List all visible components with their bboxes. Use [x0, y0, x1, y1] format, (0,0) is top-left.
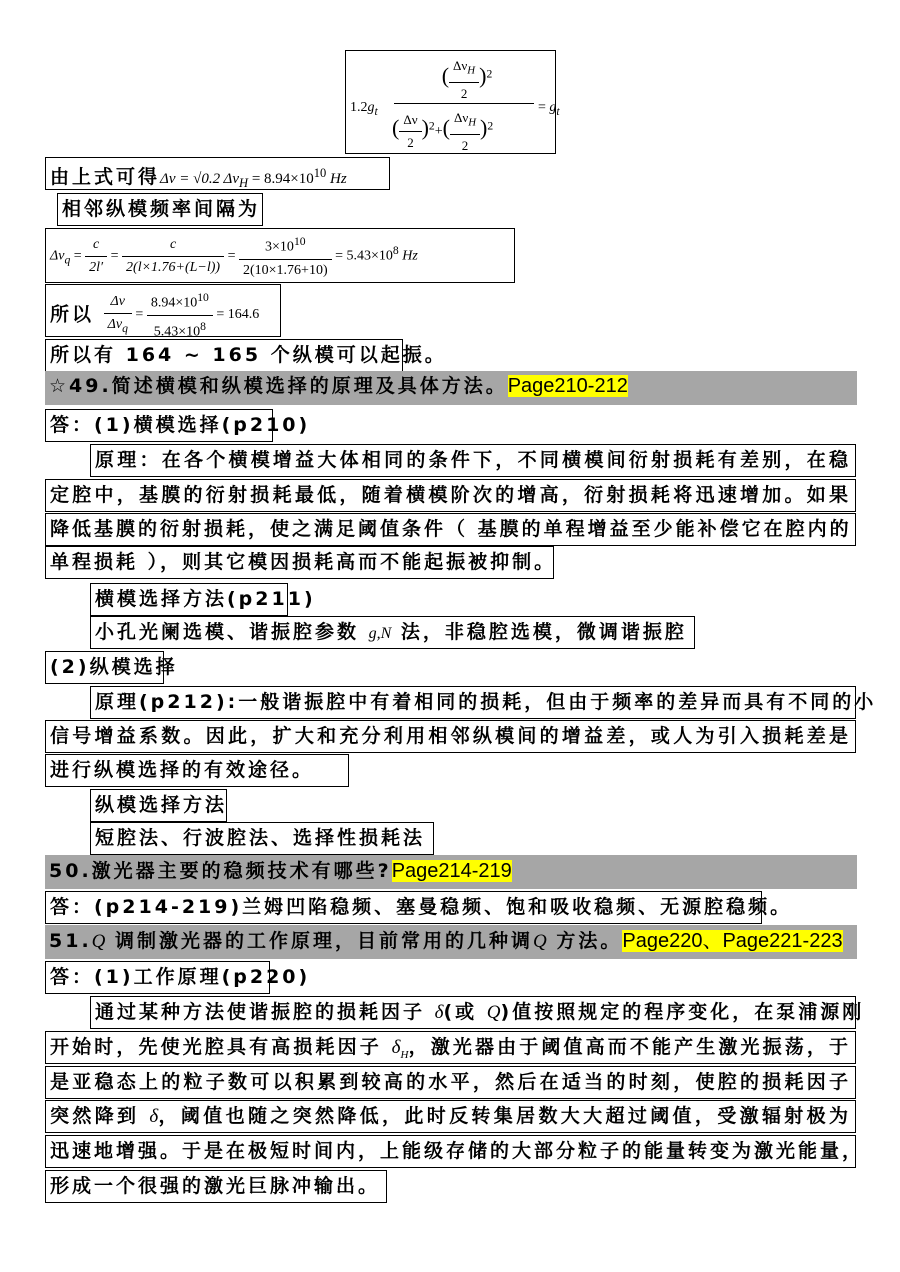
- two-text: 2: [460, 85, 468, 101]
- q51-title: 调制激光器的工作原理，目前常用的几种调: [105, 930, 534, 952]
- equals-sign: =: [538, 100, 546, 115]
- unit-hz: Hz: [398, 248, 418, 264]
- delta-symbol: δ: [391, 1037, 401, 1058]
- delta-nu-text: Δν: [399, 109, 421, 132]
- result-value: = 8.94×10: [248, 171, 314, 187]
- result-exp: 10: [313, 166, 327, 180]
- q49-page-ref: Page210-212: [507, 375, 628, 397]
- principle-2-text: 信号增益系数。因此，扩大和充分利用相邻纵模间的增益差，或人为引入损耗差是: [50, 725, 851, 747]
- c-symbol: c: [122, 234, 224, 257]
- square-exp: 2: [428, 119, 435, 133]
- principle-2-line-1: [90, 686, 877, 719]
- principle-51-text: ，阈值也随之突然降低，此时反转集居数大大超过阈值，受激辐射极为: [158, 1105, 851, 1127]
- principle-51-text: )值按照规定的程序变化，在泵浦源刚: [500, 1001, 865, 1023]
- q51-number: 51.: [49, 930, 92, 952]
- formula-numerator: ( $\frac{\Delta\nu_H}{2}$ )$^2$: [402, 55, 532, 105]
- h-subscript: H: [468, 116, 477, 129]
- principle-51-text: 是亚稳态上的粒子数可以积累到较高的水平，然后在适当的时刻，使腔的损耗因子: [50, 1071, 851, 1093]
- result-line: [45, 157, 390, 190]
- q-symbol: Q: [91, 931, 106, 952]
- principle-1-text: 定腔中，基膜的衍射损耗最低，随着横模阶次的增高，衍射损耗将迅速增加。如果: [50, 484, 851, 506]
- principle-1-text: 降低基膜的衍射损耗，使之满足阈值条件（ 基膜的单程增益至少能补偿它在腔内的: [50, 518, 852, 540]
- square-exp: 2: [486, 67, 493, 81]
- h-subscript: H: [400, 1048, 409, 1061]
- result-prefix: 由上式可得: [50, 166, 161, 188]
- principle-1-line-4: [45, 546, 557, 579]
- plus-sign: +: [434, 124, 443, 140]
- spacing-result: = 5.43×10: [335, 248, 393, 264]
- method-1-text: [90, 616, 695, 649]
- answer-1: [45, 409, 311, 442]
- delta-nu-text: Δν: [104, 291, 132, 314]
- answer-1-text: 答：(1)横模选择(p210): [50, 414, 311, 436]
- principle-51-text: 开始时，先使光腔具有高损耗因子: [50, 1036, 392, 1058]
- principle-1-text: 原理：在各个横模增益大体相同的条件下，不同横模间衍射损耗有差别，在稳: [95, 449, 851, 471]
- t-subscript: t: [556, 104, 560, 118]
- g-symbol: g: [549, 100, 557, 115]
- principle-51-text: (或: [443, 1001, 487, 1023]
- q49-title: ☆49.简述横模和纵模选择的原理及具体方法。: [49, 375, 508, 397]
- conclusion-line: [45, 339, 447, 372]
- conclusion-text: 所以有 164 ~ 165 个纵模可以起振。: [50, 344, 447, 366]
- delta-nu-text: Δν: [453, 58, 468, 73]
- q50-heading: [45, 856, 525, 889]
- principle-2-text: 进行纵模选择的有效途径。: [50, 759, 315, 781]
- principle-1-text: 单程损耗 ），则其它模因损耗高而不能起振被抑制。: [50, 551, 557, 573]
- ratio-line: 所以 $\frac{\Delta\nu}{\Delta\nu_q}$ = $\frac{8.94\times 10^{10}}{5.43\times 10^8}$ = 164.6: [45, 284, 281, 337]
- delta-symbol: δ: [434, 1002, 444, 1023]
- method-1-text-b: 法，非稳腔选模，微调谐振腔: [391, 621, 687, 643]
- principle-51-text: 通过某种方法使谐振腔的损耗因子: [95, 1001, 435, 1023]
- q51-page-ref: Page220、Page221-223: [622, 930, 843, 952]
- spacing-heading-text: 相邻纵模频率间隔为: [62, 198, 261, 220]
- q51-title-end: 方法。: [546, 930, 623, 952]
- denominator-value: 2(10×1.76+10): [243, 262, 328, 278]
- numerator-exp: 10: [293, 235, 306, 248]
- ratio-denominator: 5.43×10: [153, 324, 201, 340]
- principle-51-text: 突然降到: [50, 1105, 150, 1127]
- answer-51-text: 答：(1)工作原理(p220): [50, 966, 311, 988]
- length-symbol: 2l′: [89, 259, 104, 275]
- q49-heading: [45, 371, 631, 405]
- g-symbol: g: [367, 100, 375, 115]
- answer-51: [45, 961, 311, 994]
- two-text: 2: [407, 135, 414, 151]
- spacing-exp: 8: [392, 243, 399, 257]
- result-formula: Δν = √0.2 Δν: [160, 171, 240, 187]
- principle-51-line-1: [90, 996, 865, 1029]
- main-fraction-bar: [394, 103, 534, 104]
- ratio-result: = 164.6: [216, 307, 260, 323]
- answer-50: [45, 891, 793, 924]
- delta-nu-text: Δν: [107, 316, 123, 332]
- t-subscript: t: [374, 104, 378, 118]
- formula-coef: [350, 93, 378, 127]
- formula-denominator: ( $\frac{\Delta\nu}{2}$ )$^2$+( $\frac{\Delta\nu_H}{2}$ )$^2$: [392, 107, 493, 157]
- principle-51-line-2: [45, 1031, 856, 1064]
- method-1-title-text: 横模选择方法(p211): [95, 588, 316, 610]
- principle-2-text: 原理(p212):一般谐振腔中有着相同的损耗，但由于频率的差异而具有不同的小: [95, 691, 877, 713]
- principle-2-line-2: [45, 720, 856, 753]
- h-subscript: H: [239, 176, 249, 190]
- q50-page-ref: Page214-219: [391, 860, 512, 882]
- method-1-title: [90, 583, 316, 616]
- q-subscript: q: [64, 253, 71, 267]
- spacing-formula: [45, 228, 515, 283]
- method-1-text-a: 小孔光阑选模、谐振腔参数: [95, 621, 369, 643]
- coef-value: 1.2: [350, 100, 368, 115]
- q-subscript: q: [122, 321, 128, 335]
- q51-heading: [45, 926, 843, 959]
- ratio-den-exp: 8: [200, 319, 206, 333]
- answer-2: [45, 651, 178, 684]
- principle-1-line-1: [90, 444, 856, 477]
- spacing-heading: [57, 193, 263, 226]
- method-2-text: [90, 822, 434, 855]
- principle-51-line-5: [45, 1135, 865, 1168]
- principle-51-line-3: [45, 1066, 856, 1099]
- principle-51-line-6: [45, 1170, 387, 1203]
- unit-hz: Hz: [326, 171, 347, 187]
- q-symbol: Q: [533, 931, 547, 952]
- q-symbol: Q: [486, 1002, 501, 1023]
- delta-nu-text: Δν: [453, 110, 469, 125]
- method-2-text-value: 短腔法、行波腔法、选择性损耗法: [95, 827, 426, 849]
- numerator-value: 3×10: [265, 239, 294, 255]
- length-expression: 2(l×1.76+(L−l)): [126, 259, 221, 275]
- two-text: 2: [461, 137, 469, 153]
- ratio-num-exp: 10: [197, 291, 209, 304]
- principle-2-line-3: [45, 754, 349, 787]
- principle-1-line-3: [45, 513, 856, 546]
- principle-51-line-4: [45, 1100, 856, 1133]
- method-1-vars: g,N: [368, 625, 392, 642]
- ratio-prefix: 所以: [50, 303, 95, 326]
- square-exp: 2: [487, 119, 494, 133]
- answer-2-text: (2)纵模选择: [50, 656, 178, 678]
- principle-1-line-2: [45, 479, 856, 512]
- h-subscript: H: [467, 64, 476, 77]
- q50-title: 50.激光器主要的稳频技术有哪些?: [49, 860, 392, 882]
- equals-sign: =: [73, 248, 82, 264]
- c-symbol: c: [85, 234, 107, 257]
- formula-box-threshold: [345, 50, 560, 154]
- equals-sign: =: [110, 248, 119, 264]
- principle-51-text: ，激光器由于阈值高而不能产生激光振荡，于: [408, 1036, 851, 1058]
- principle-51-text: 形成一个很强的激光巨脉冲输出。: [50, 1175, 381, 1197]
- principle-51-text: 迅速地增强。于是在极短时间内，上能级存储的大部分粒子的能量转变为激光能量，: [50, 1140, 865, 1162]
- method-2-title-text: 纵模选择方法: [95, 794, 228, 816]
- ratio-numerator: 8.94×10: [150, 295, 198, 311]
- method-2-title: [90, 789, 227, 822]
- formula-rhs: [538, 93, 560, 127]
- equals-sign: =: [227, 248, 236, 264]
- answer-50-text: 答：(p214-219)兰姆凹陷稳频、塞曼稳频、饱和吸收稳频、无源腔稳频。: [50, 896, 793, 918]
- delta-symbol: δ: [149, 1106, 159, 1127]
- delta-nu-text: Δν: [50, 248, 65, 264]
